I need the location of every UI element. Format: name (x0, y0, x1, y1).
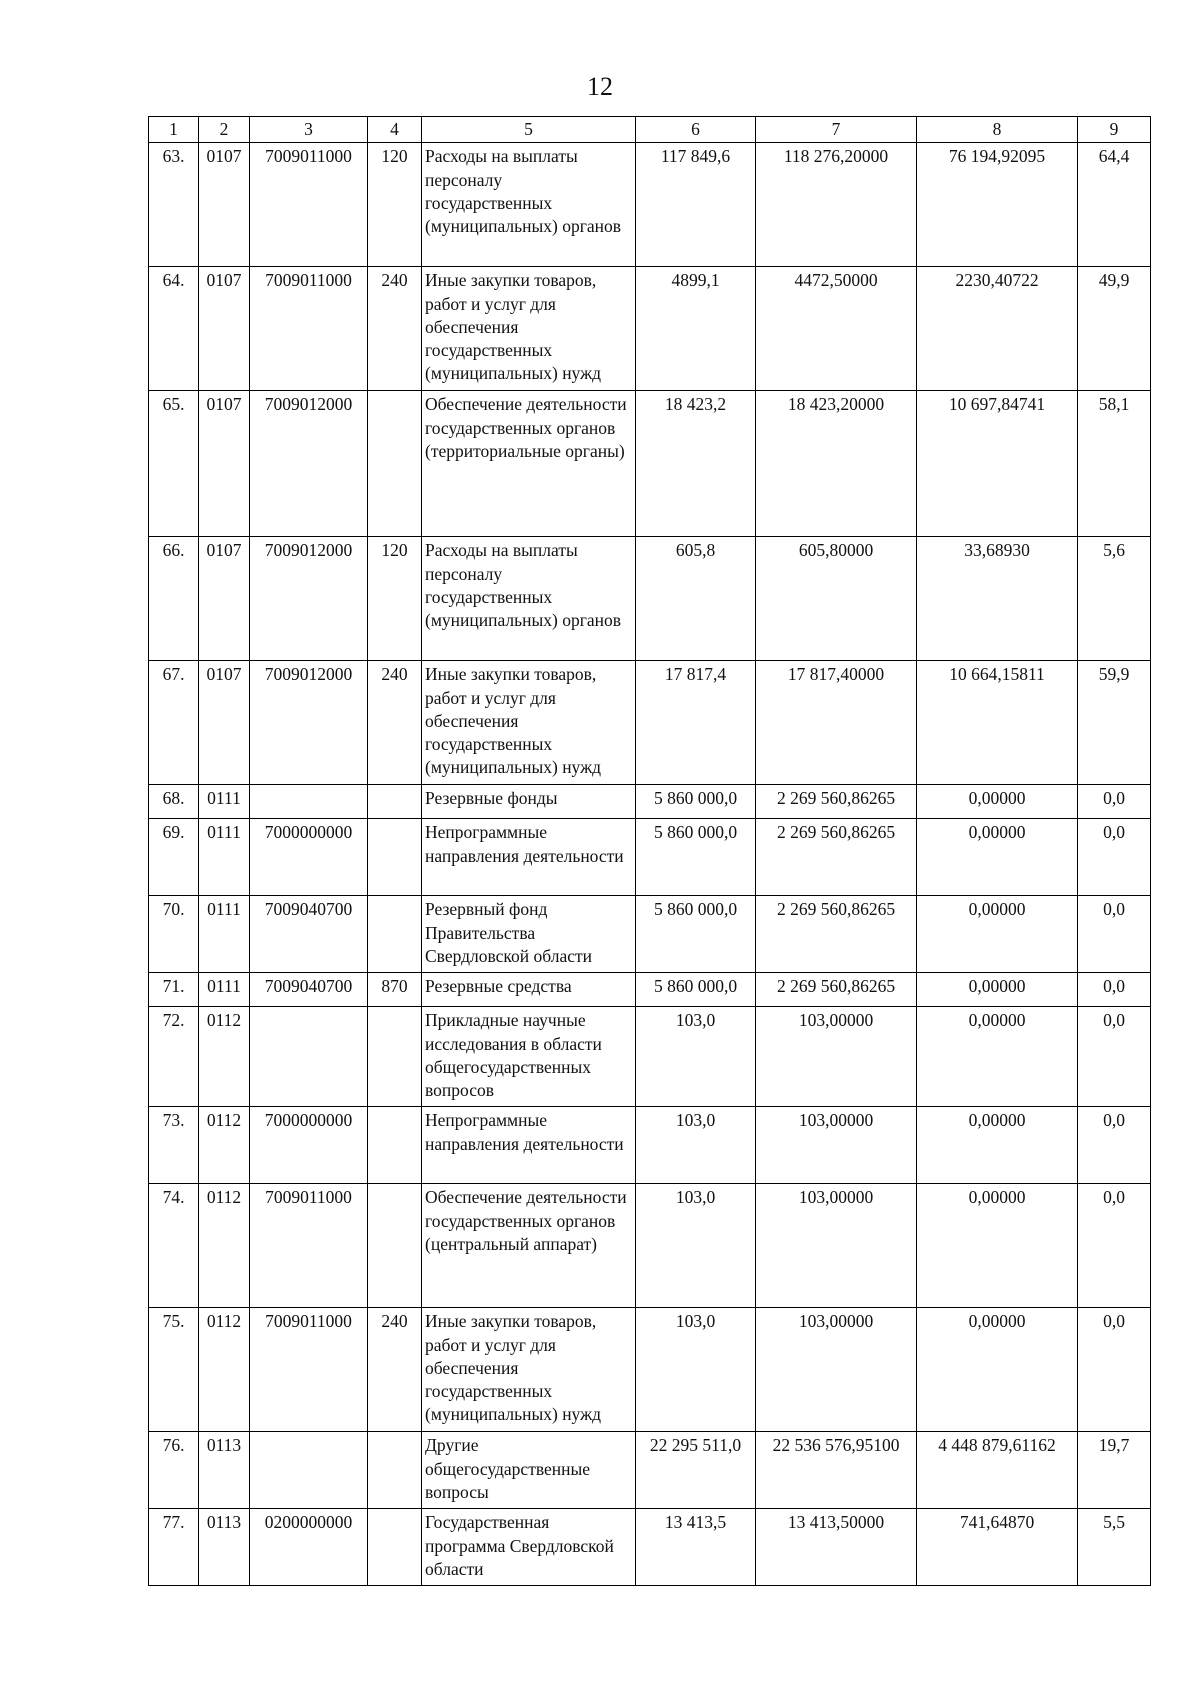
cell-row-number: 70. (149, 896, 199, 973)
cell-row-number: 75. (149, 1308, 199, 1432)
cell-col9-value: 0,0 (1078, 896, 1151, 973)
cell-col8-value: 76 194,92095 (917, 143, 1078, 267)
cell-col8-value: 0,00000 (917, 819, 1078, 896)
cell-target-article: 0200000000 (250, 1509, 368, 1586)
cell-expense-type: 120 (368, 537, 422, 661)
table-row (149, 1432, 1151, 1509)
cell-col7-value: 103,00000 (756, 1107, 917, 1184)
cell-col8-value: 0,00000 (917, 1107, 1078, 1184)
cell-col7-value: 22 536 576,95100 (756, 1432, 917, 1509)
cell-col7-value: 2 269 560,86265 (756, 973, 917, 1007)
cell-expense-type: 240 (368, 1308, 422, 1432)
cell-col8-value: 10 664,15811 (917, 661, 1078, 785)
cell-col9-value: 64,4 (1078, 143, 1151, 267)
cell-col9-value: 19,7 (1078, 1432, 1151, 1509)
column-header: 5 (422, 117, 636, 143)
table-row (149, 1007, 1151, 1107)
cell-col6-value: 5 860 000,0 (636, 785, 756, 819)
cell-col9-value: 0,0 (1078, 973, 1151, 1007)
cell-target-article: 7009011000 (250, 267, 368, 391)
cell-col6-value: 103,0 (636, 1107, 756, 1184)
cell-col9-value: 59,9 (1078, 661, 1151, 785)
table-row (149, 661, 1151, 785)
table-header (149, 117, 1151, 143)
cell-col7-value: 103,00000 (756, 1184, 917, 1308)
cell-col8-value: 33,68930 (917, 537, 1078, 661)
cell-col7-value: 605,80000 (756, 537, 917, 661)
cell-col8-value: 741,64870 (917, 1509, 1078, 1586)
column-header: 7 (756, 117, 917, 143)
cell-section-code: 0113 (199, 1509, 250, 1586)
table-row (149, 819, 1151, 896)
cell-target-article: 7009040700 (250, 896, 368, 973)
cell-col7-value: 4472,50000 (756, 267, 917, 391)
cell-col8-value: 0,00000 (917, 973, 1078, 1007)
cell-col9-value: 0,0 (1078, 819, 1151, 896)
cell-target-article: 7009011000 (250, 143, 368, 267)
table-row (149, 1509, 1151, 1586)
column-header: 4 (368, 117, 422, 143)
cell-item-name: Прикладные научные исследования в области общегосударственных вопросов (422, 1007, 636, 1107)
cell-item-name: Иные закупки товаров, работ и услуг для обеспечения государственных (муниципальных) нужд (422, 1308, 636, 1432)
cell-col7-value: 18 423,20000 (756, 391, 917, 537)
cell-col9-value: 0,0 (1078, 1308, 1151, 1432)
cell-section-code: 0107 (199, 537, 250, 661)
cell-row-number: 72. (149, 1007, 199, 1107)
cell-col7-value: 118 276,20000 (756, 143, 917, 267)
cell-expense-type (368, 1432, 422, 1509)
cell-row-number: 73. (149, 1107, 199, 1184)
cell-item-name: Расходы на выплаты персоналу государственных (муниципальных) органов (422, 143, 636, 267)
cell-row-number: 76. (149, 1432, 199, 1509)
cell-target-article: 7009012000 (250, 661, 368, 785)
cell-col6-value: 103,0 (636, 1007, 756, 1107)
cell-col7-value: 103,00000 (756, 1007, 917, 1107)
cell-col8-value: 4 448 879,61162 (917, 1432, 1078, 1509)
cell-col7-value: 13 413,50000 (756, 1509, 917, 1586)
cell-expense-type (368, 1509, 422, 1586)
cell-row-number: 64. (149, 267, 199, 391)
cell-expense-type (368, 896, 422, 973)
cell-col8-value: 10 697,84741 (917, 391, 1078, 537)
cell-col7-value: 2 269 560,86265 (756, 785, 917, 819)
table-row (149, 1184, 1151, 1308)
cell-item-name: Другие общегосударственные вопросы (422, 1432, 636, 1509)
cell-target-article: 7000000000 (250, 819, 368, 896)
cell-col7-value: 2 269 560,86265 (756, 896, 917, 973)
cell-section-code: 0112 (199, 1007, 250, 1107)
cell-section-code: 0111 (199, 785, 250, 819)
cell-target-article: 7009012000 (250, 537, 368, 661)
cell-item-name: Резервные фонды (422, 785, 636, 819)
cell-col9-value: 0,0 (1078, 1184, 1151, 1308)
cell-expense-type: 240 (368, 661, 422, 785)
cell-col9-value: 58,1 (1078, 391, 1151, 537)
table-row (149, 1107, 1151, 1184)
table-row (149, 537, 1151, 661)
cell-col9-value: 0,0 (1078, 785, 1151, 819)
cell-col6-value: 18 423,2 (636, 391, 756, 537)
table-row (149, 973, 1151, 1007)
cell-expense-type (368, 1007, 422, 1107)
cell-col7-value: 2 269 560,86265 (756, 819, 917, 896)
cell-section-code: 0113 (199, 1432, 250, 1509)
cell-col6-value: 605,8 (636, 537, 756, 661)
budget-table (148, 116, 1151, 1586)
cell-section-code: 0107 (199, 143, 250, 267)
cell-target-article: 7009040700 (250, 973, 368, 1007)
cell-expense-type (368, 391, 422, 537)
cell-item-name: Обеспечение деятельности государственных органов (территориальные органы) (422, 391, 636, 537)
cell-col8-value: 0,00000 (917, 785, 1078, 819)
cell-row-number: 68. (149, 785, 199, 819)
cell-item-name: Государственная программа Свердловской области (422, 1509, 636, 1586)
page-number: 12 (587, 72, 613, 101)
cell-col7-value: 17 817,40000 (756, 661, 917, 785)
cell-col6-value: 103,0 (636, 1308, 756, 1432)
cell-section-code: 0112 (199, 1184, 250, 1308)
cell-target-article: 7009011000 (250, 1184, 368, 1308)
cell-col6-value: 13 413,5 (636, 1509, 756, 1586)
cell-target-article (250, 785, 368, 819)
table-row (149, 785, 1151, 819)
cell-col9-value: 5,5 (1078, 1509, 1151, 1586)
cell-section-code: 0111 (199, 896, 250, 973)
cell-col6-value: 5 860 000,0 (636, 819, 756, 896)
cell-item-name: Резервный фонд Правительства Свердловской области (422, 896, 636, 973)
cell-section-code: 0111 (199, 973, 250, 1007)
cell-target-article (250, 1007, 368, 1107)
cell-col9-value: 5,6 (1078, 537, 1151, 661)
column-header: 1 (149, 117, 199, 143)
cell-expense-type (368, 785, 422, 819)
cell-expense-type (368, 1184, 422, 1308)
cell-expense-type (368, 819, 422, 896)
cell-item-name: Непрограммные направления деятельности (422, 819, 636, 896)
cell-row-number: 67. (149, 661, 199, 785)
cell-row-number: 74. (149, 1184, 199, 1308)
cell-col6-value: 5 860 000,0 (636, 896, 756, 973)
cell-row-number: 66. (149, 537, 199, 661)
cell-section-code: 0107 (199, 661, 250, 785)
cell-section-code: 0112 (199, 1308, 250, 1432)
table-row (149, 267, 1151, 391)
cell-row-number: 69. (149, 819, 199, 896)
column-header: 3 (250, 117, 368, 143)
cell-item-name: Обеспечение деятельности государственных органов (центральный аппарат) (422, 1184, 636, 1308)
cell-section-code: 0107 (199, 267, 250, 391)
cell-row-number: 71. (149, 973, 199, 1007)
table-row (149, 391, 1151, 537)
cell-col9-value: 0,0 (1078, 1107, 1151, 1184)
cell-expense-type: 120 (368, 143, 422, 267)
cell-col9-value: 0,0 (1078, 1007, 1151, 1107)
column-header: 8 (917, 117, 1078, 143)
cell-col8-value: 0,00000 (917, 1007, 1078, 1107)
cell-expense-type: 240 (368, 267, 422, 391)
cell-col9-value: 49,9 (1078, 267, 1151, 391)
cell-item-name: Иные закупки товаров, работ и услуг для обеспечения государственных (муниципальных) нужд (422, 267, 636, 391)
column-header: 2 (199, 117, 250, 143)
cell-target-article (250, 1432, 368, 1509)
cell-col6-value: 22 295 511,0 (636, 1432, 756, 1509)
column-header: 6 (636, 117, 756, 143)
cell-item-name: Непрограммные направления деятельности (422, 1107, 636, 1184)
cell-expense-type (368, 1107, 422, 1184)
table-row (149, 1308, 1151, 1432)
cell-expense-type: 870 (368, 973, 422, 1007)
cell-col6-value: 17 817,4 (636, 661, 756, 785)
cell-col8-value: 0,00000 (917, 1308, 1078, 1432)
column-header: 9 (1078, 117, 1151, 143)
cell-section-code: 0111 (199, 819, 250, 896)
cell-col6-value: 5 860 000,0 (636, 973, 756, 1007)
cell-col8-value: 0,00000 (917, 1184, 1078, 1308)
table-row (149, 143, 1151, 267)
cell-item-name: Резервные средства (422, 973, 636, 1007)
table-body (149, 143, 1151, 1586)
cell-target-article: 7009012000 (250, 391, 368, 537)
cell-section-code: 0112 (199, 1107, 250, 1184)
cell-col7-value: 103,00000 (756, 1308, 917, 1432)
cell-target-article: 7000000000 (250, 1107, 368, 1184)
table-row (149, 896, 1151, 973)
cell-col6-value: 103,0 (636, 1184, 756, 1308)
cell-col6-value: 4899,1 (636, 267, 756, 391)
cell-row-number: 77. (149, 1509, 199, 1586)
cell-col8-value: 0,00000 (917, 896, 1078, 973)
cell-col6-value: 117 849,6 (636, 143, 756, 267)
cell-col8-value: 2230,40722 (917, 267, 1078, 391)
cell-target-article: 7009011000 (250, 1308, 368, 1432)
cell-row-number: 63. (149, 143, 199, 267)
cell-item-name: Иные закупки товаров, работ и услуг для обеспечения государственных (муниципальных) нужд (422, 661, 636, 785)
cell-row-number: 65. (149, 391, 199, 537)
cell-item-name: Расходы на выплаты персоналу государственных (муниципальных) органов (422, 537, 636, 661)
cell-section-code: 0107 (199, 391, 250, 537)
header-row (149, 117, 1151, 143)
